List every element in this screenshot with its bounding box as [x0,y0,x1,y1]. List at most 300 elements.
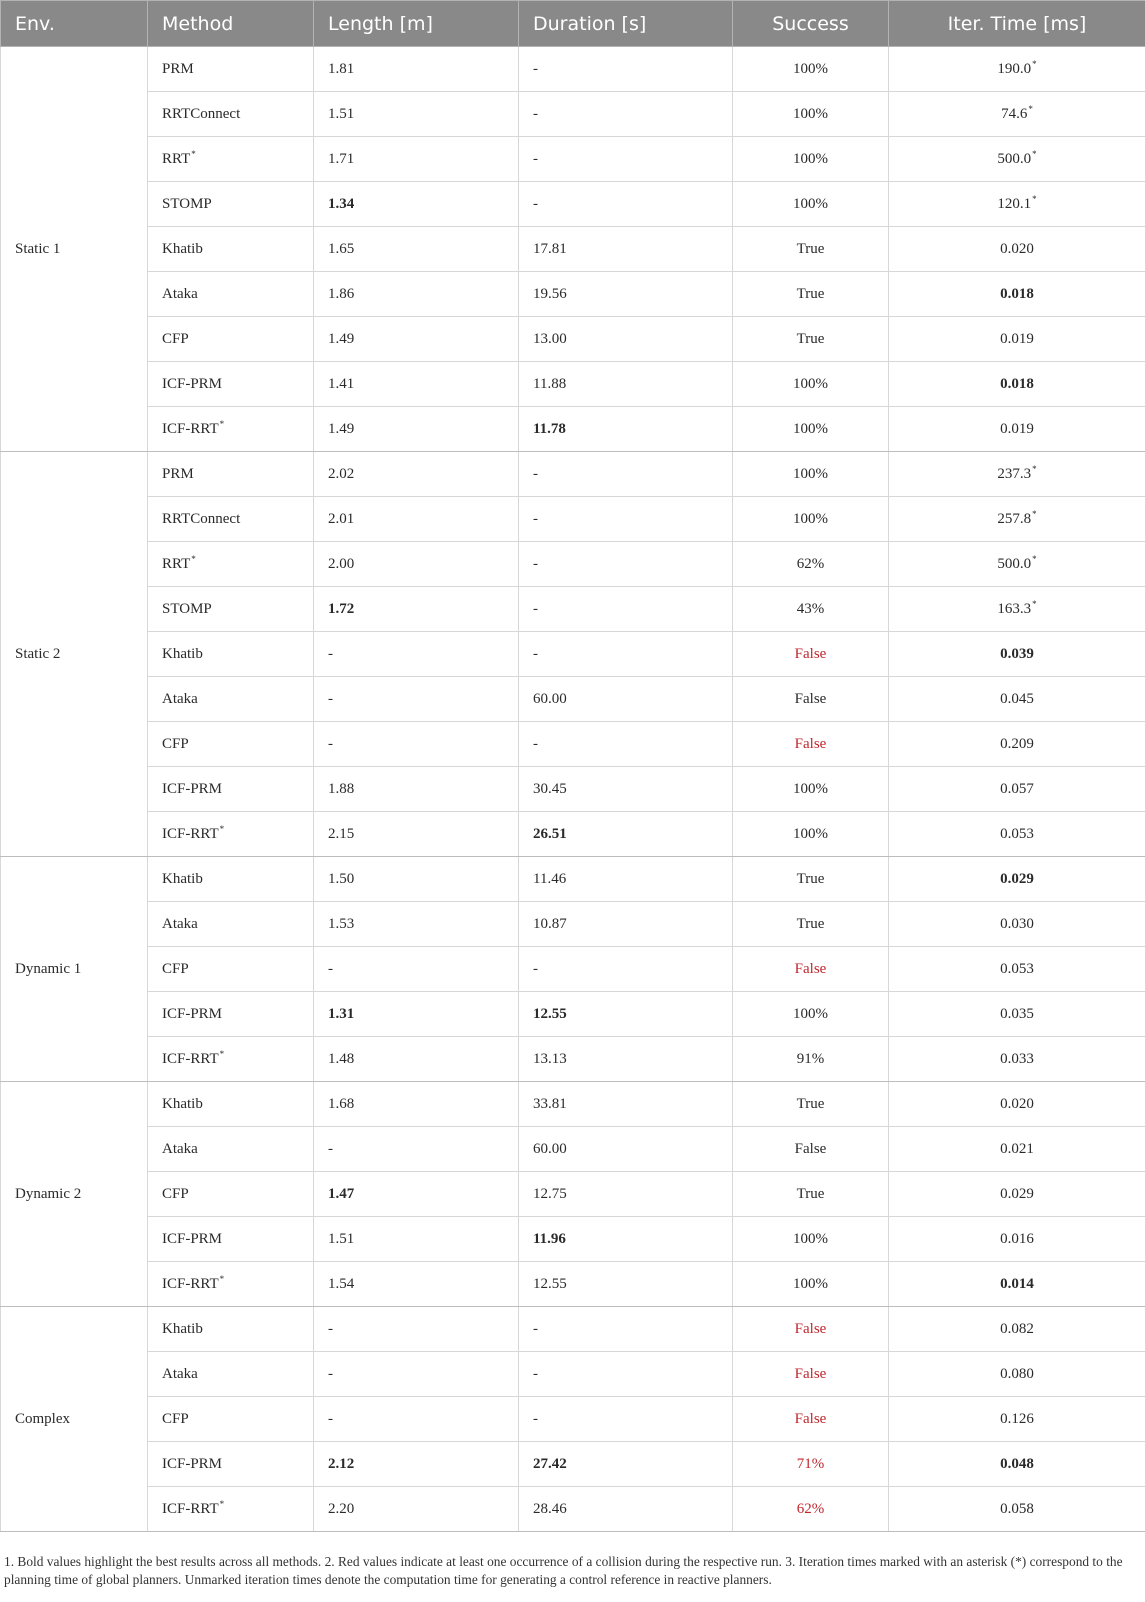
duration-cell-value: - [533,645,538,662]
duration-cell-value: 11.88 [533,375,567,392]
method-cell-value: ICF-PRM [162,780,223,797]
method-cell [148,137,314,182]
length-cell-value: 2.01 [328,510,355,527]
length-cell-value: - [328,645,333,662]
success-cell [733,902,889,947]
method-cell [148,857,314,902]
table-row [1,452,1145,497]
method-cell-value: Khatib [162,1095,203,1112]
method-cell [148,767,314,812]
duration-cell [519,362,733,407]
success-cell-value: True [796,1095,825,1112]
method-cell-value: Ataka [162,690,198,707]
duration-cell-value: - [533,60,538,77]
method-cell-value: ICF-PRM [162,1455,223,1472]
table-row [1,1217,1145,1262]
iter-time-cell [889,47,1145,92]
success-cell-value: 91% [796,1050,825,1067]
method-cell [148,1397,314,1442]
iter-time-cell-value: 257.8 [997,510,1032,527]
iter-time-cell [889,362,1145,407]
iter-time-cell-value: 0.020 [1000,1095,1034,1112]
success-cell [733,947,889,992]
method-cell-value: ICF-RRT [162,1275,219,1292]
table-row [1,587,1145,632]
method-cell [148,92,314,137]
method-cell-value: CFP [162,960,189,977]
length-cell [314,1172,519,1217]
duration-cell-value: - [533,600,538,617]
table-row [1,407,1145,452]
iter-time-cell-value: 0.058 [1000,1500,1034,1517]
table-body [1,47,1145,1532]
duration-cell-value: 60.00 [533,1140,567,1157]
duration-cell [519,1352,733,1397]
success-cell [733,1487,889,1532]
success-cell [733,227,889,272]
duration-cell [519,1082,733,1127]
duration-cell [519,992,733,1037]
duration-cell-value: - [533,510,538,527]
length-cell-value: 2.15 [328,825,355,842]
iter-time-cell-value: 120.1 [997,195,1032,212]
length-cell-value: 2.12 [328,1455,355,1472]
method-cell-value: Ataka [162,1140,198,1157]
success-cell [733,362,889,407]
iter-time-cell [889,452,1145,497]
duration-cell [519,902,733,947]
duration-cell [519,722,733,767]
length-cell [314,1127,519,1172]
method-cell [148,587,314,632]
duration-cell-value: - [533,465,538,482]
length-cell [314,452,519,497]
duration-cell [519,137,733,182]
duration-cell-value: - [533,1410,538,1427]
env-cell: Static 2 [1,452,148,857]
method-cell-value: ICF-PRM [162,1230,223,1247]
iter-time-cell [889,1217,1145,1262]
iter-time-cell-value: 0.080 [1000,1365,1034,1382]
env-cell: Complex [1,1307,148,1532]
table-row [1,632,1145,677]
length-cell [314,47,519,92]
method-cell [148,1127,314,1172]
iter-time-cell-value: 0.035 [1000,1005,1034,1022]
success-cell [733,182,889,227]
success-cell [733,1442,889,1487]
method-cell [148,227,314,272]
success-cell-value: 100% [793,105,828,122]
method-cell [148,182,314,227]
iter-time-cell [889,1307,1145,1352]
success-cell-value: True [796,330,825,347]
iter-time-cell-value: 74.6 [1001,105,1028,122]
iter-time-cell [889,767,1145,812]
table-row [1,272,1145,317]
iter-time-cell-value: 0.082 [1000,1320,1034,1337]
length-cell [314,407,519,452]
length-cell-value: 1.41 [328,375,355,392]
success-cell-value: 100% [793,780,828,797]
method-cell-value: CFP [162,735,189,752]
asterisk-mark: * [1032,463,1037,474]
length-cell [314,812,519,857]
table-row [1,1262,1145,1307]
length-cell [314,272,519,317]
duration-cell-value: 28.46 [533,1500,567,1517]
duration-cell-value: 13.13 [533,1050,567,1067]
length-cell-value: 1.86 [328,285,355,302]
table-row [1,497,1145,542]
duration-cell [519,272,733,317]
length-cell-value: 1.51 [328,105,355,122]
iter-time-cell-value: 163.3 [997,600,1032,617]
length-cell [314,1082,519,1127]
table-row [1,542,1145,587]
table-row [1,1307,1145,1352]
success-cell-value: False [794,735,827,752]
length-cell [314,1397,519,1442]
length-cell [314,677,519,722]
success-cell [733,47,889,92]
success-cell-value: 100% [793,420,828,437]
method-cell-value: Ataka [162,1365,198,1382]
method-cell [148,1487,314,1532]
table-row [1,767,1145,812]
length-cell-value: - [328,960,333,977]
iter-time-cell [889,1082,1145,1127]
success-cell [733,1082,889,1127]
duration-cell-value: 11.78 [533,420,566,437]
table-row [1,182,1145,227]
header-row [1,1,1145,47]
iter-time-cell-value: 0.018 [1000,285,1034,302]
length-cell [314,992,519,1037]
asterisk-mark: * [191,148,196,159]
length-cell [314,1037,519,1082]
iter-time-cell [889,947,1145,992]
iter-time-cell [889,1352,1145,1397]
method-cell-value: PRM [162,60,194,77]
duration-cell-value: - [533,960,538,977]
iter-time-cell-value: 0.029 [1000,1185,1034,1202]
success-cell-value: 62% [796,1500,825,1517]
method-cell-value: STOMP [162,195,212,212]
iter-time-cell-value: 0.053 [1000,825,1034,842]
header-duration: Duration [s] [519,1,733,47]
method-cell [148,722,314,767]
method-cell-value: Ataka [162,915,198,932]
iter-time-cell [889,497,1145,542]
success-cell-value: 100% [793,510,828,527]
method-cell-value: CFP [162,1185,189,1202]
length-cell-value: 1.51 [328,1230,355,1247]
iter-time-cell-value: 0.029 [1000,870,1034,887]
header-length: Length [m] [314,1,519,47]
duration-cell-value: 12.75 [533,1185,567,1202]
iter-time-cell [889,902,1145,947]
method-cell-value: ICF-RRT [162,420,219,437]
iter-time-cell [889,407,1145,452]
method-cell-value: RRTConnect [162,105,241,122]
table-row [1,47,1145,92]
table-row [1,1442,1145,1487]
duration-cell [519,1487,733,1532]
iter-time-cell-value: 0.019 [1000,330,1034,347]
method-cell-value: RRT [162,555,191,572]
duration-cell-value: - [533,195,538,212]
method-cell [148,452,314,497]
success-cell [733,857,889,902]
success-cell [733,587,889,632]
success-cell-value: False [794,690,827,707]
success-cell-value: 100% [793,825,828,842]
asterisk-mark: * [219,823,225,834]
length-cell [314,1307,519,1352]
asterisk-mark: * [219,1273,225,1284]
success-cell [733,1037,889,1082]
duration-cell-value: - [533,105,538,122]
success-cell-value: 100% [793,375,828,392]
duration-cell [519,542,733,587]
method-cell [148,677,314,722]
duration-cell [519,632,733,677]
success-cell [733,92,889,137]
table-row [1,992,1145,1037]
header-success: Success [733,1,889,47]
method-cell [148,812,314,857]
iter-time-cell [889,227,1145,272]
success-cell-value: False [794,1320,827,1337]
length-cell-value: 2.00 [328,555,355,572]
table-row [1,227,1145,272]
table-row [1,1127,1145,1172]
method-cell [148,1307,314,1352]
iter-time-cell [889,542,1145,587]
iter-time-cell-value: 0.016 [1000,1230,1034,1247]
success-cell [733,1217,889,1262]
length-cell-value: 1.34 [328,195,355,212]
method-cell [148,407,314,452]
length-cell [314,722,519,767]
method-cell [148,1082,314,1127]
iter-time-cell-value: 0.053 [1000,960,1034,977]
method-cell-value: Khatib [162,645,203,662]
iter-time-cell [889,632,1145,677]
length-cell [314,1487,519,1532]
method-cell-value: ICF-PRM [162,1005,223,1022]
duration-cell-value: - [533,150,538,167]
length-cell [314,497,519,542]
success-cell [733,812,889,857]
method-cell-value: ICF-RRT [162,1050,219,1067]
method-cell-value: ICF-RRT [162,825,219,842]
iter-time-cell [889,1442,1145,1487]
duration-cell [519,857,733,902]
iter-time-cell-value: 0.021 [1000,1140,1034,1157]
method-cell [148,947,314,992]
duration-cell [519,1262,733,1307]
success-cell-value: 100% [793,465,828,482]
success-cell-value: 100% [793,150,828,167]
success-cell [733,992,889,1037]
method-cell [148,1352,314,1397]
success-cell-value: 43% [796,600,825,617]
asterisk-mark: * [1032,148,1037,159]
success-cell [733,1172,889,1217]
success-cell-value: 100% [793,195,828,212]
success-cell-value: True [796,285,825,302]
success-cell-value: 71% [796,1455,825,1472]
length-cell [314,1442,519,1487]
length-cell [314,587,519,632]
env-cell: Static 1 [1,47,148,452]
iter-time-cell [889,857,1145,902]
duration-cell-value: 27.42 [533,1455,567,1472]
duration-cell-value: 30.45 [533,780,567,797]
success-cell-value: False [794,960,827,977]
length-cell [314,542,519,587]
length-cell [314,857,519,902]
iter-time-cell-value: 0.045 [1000,690,1034,707]
iter-time-cell-value: 0.057 [1000,780,1034,797]
iter-time-cell [889,587,1145,632]
duration-cell [519,1397,733,1442]
table-row [1,1172,1145,1217]
method-cell-value: CFP [162,330,189,347]
duration-cell [519,587,733,632]
success-cell-value: True [796,915,825,932]
method-cell-value: Khatib [162,240,203,257]
table-row [1,1487,1145,1532]
duration-cell-value: 60.00 [533,690,567,707]
length-cell [314,1352,519,1397]
asterisk-mark: * [1028,103,1033,114]
iter-time-cell [889,1397,1145,1442]
success-cell-value: False [794,1140,827,1157]
iter-time-cell [889,1487,1145,1532]
success-cell [733,1397,889,1442]
iter-time-cell-value: 0.039 [1000,645,1034,662]
duration-cell [519,1307,733,1352]
method-cell [148,272,314,317]
success-cell [733,317,889,362]
table-row [1,1037,1145,1082]
success-cell-value: False [794,645,827,662]
asterisk-mark: * [1032,508,1037,519]
length-cell-value: - [328,690,333,707]
method-cell [148,1217,314,1262]
method-cell [148,497,314,542]
iter-time-cell [889,1262,1145,1307]
success-cell-value: False [794,1410,827,1427]
duration-cell [519,812,733,857]
length-cell-value: 1.31 [328,1005,355,1022]
method-cell [148,1442,314,1487]
success-cell [733,497,889,542]
success-cell-value: 100% [793,1005,828,1022]
success-cell-value: False [794,1365,827,1382]
success-cell [733,1307,889,1352]
duration-cell [519,182,733,227]
success-cell [733,452,889,497]
header-method: Method [148,1,314,47]
length-cell [314,362,519,407]
success-cell-value: 100% [793,60,828,77]
iter-time-cell [889,272,1145,317]
asterisk-mark: * [1032,553,1037,564]
duration-cell-value: 11.96 [533,1230,566,1247]
duration-cell-value: 10.87 [533,915,567,932]
duration-cell-value: 19.56 [533,285,567,302]
table-row [1,317,1145,362]
iter-time-cell [889,677,1145,722]
iter-time-cell-value: 237.3 [997,465,1032,482]
iter-time-cell [889,1127,1145,1172]
duration-cell [519,947,733,992]
success-cell-value: 100% [793,1275,828,1292]
iter-time-cell-value: 190.0 [997,60,1032,77]
table-row [1,92,1145,137]
success-cell [733,632,889,677]
length-cell-value: 1.81 [328,60,355,77]
length-cell-value: 1.47 [328,1185,355,1202]
method-cell-value: CFP [162,1410,189,1427]
duration-cell [519,497,733,542]
length-cell-value: 1.68 [328,1095,355,1112]
table-row [1,812,1145,857]
iter-time-cell-value: 0.033 [1000,1050,1034,1067]
duration-cell-value: 26.51 [533,825,567,842]
length-cell [314,92,519,137]
table-footnote: 1. Bold values highlight the best results across all methods. 2. Red values indicate at least one occurrence of a collision during the respective run. 3. Iteration times marked with an asterisk (*) correspond to the planning time of global planners. Unmarked iteration times denote the computation time for generating a control reference in reactive planners. [4,1554,1123,1587]
length-cell-value: - [328,735,333,752]
iter-time-cell-value: 0.018 [1000,375,1034,392]
method-cell [148,542,314,587]
table-row [1,947,1145,992]
method-cell-value: Khatib [162,870,203,887]
success-cell [733,542,889,587]
duration-cell [519,317,733,362]
success-cell [733,767,889,812]
length-cell-value: - [328,1365,333,1382]
length-cell-value: 1.71 [328,150,355,167]
duration-cell [519,452,733,497]
method-cell-value: Khatib [162,1320,203,1337]
success-cell-value: True [796,240,825,257]
table-row [1,857,1145,902]
table-row [1,362,1145,407]
method-cell-value: ICF-PRM [162,375,223,392]
duration-cell [519,47,733,92]
length-cell-value: - [328,1140,333,1157]
method-cell [148,992,314,1037]
duration-cell-value: - [533,1365,538,1382]
length-cell [314,182,519,227]
success-cell-value: True [796,1185,825,1202]
iter-time-cell-value: 0.048 [1000,1455,1034,1472]
env-cell: Dynamic 2 [1,1082,148,1307]
iter-time-cell [889,992,1145,1037]
iter-time-cell-value: 0.126 [1000,1410,1034,1427]
duration-cell-value: 13.00 [533,330,567,347]
asterisk-mark: * [191,553,196,564]
success-cell-value: 62% [796,555,825,572]
duration-cell-value: 11.46 [533,870,567,887]
method-cell [148,1172,314,1217]
duration-cell-value: - [533,1320,538,1337]
